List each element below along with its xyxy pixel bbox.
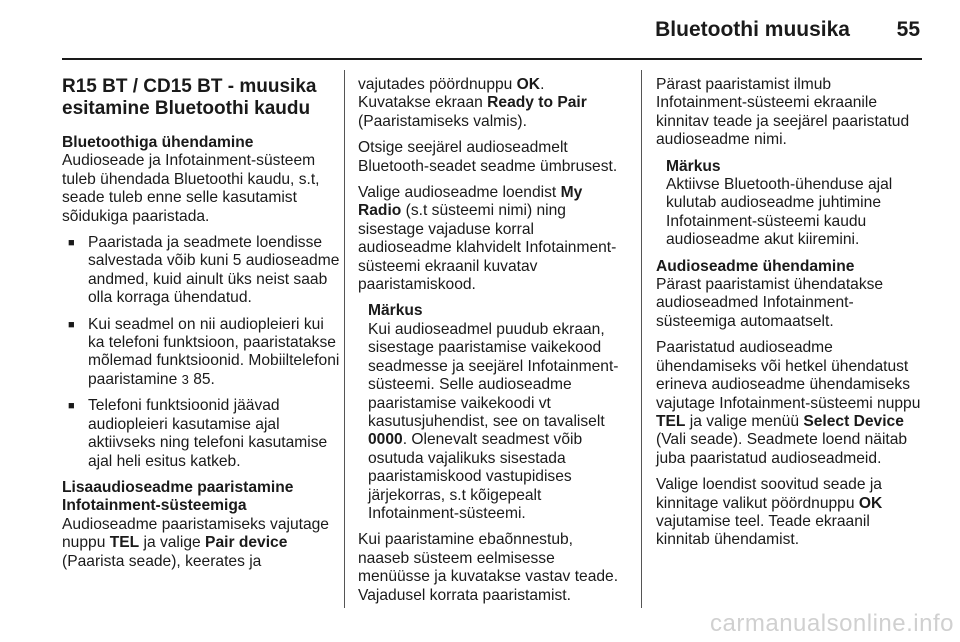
paragraph: Valige loendist soovitud seade ja kinnitage valikut pöördnuppu OK vajutamise teel. Teade ekraanil kinnitab ühendamist. xyxy=(656,476,883,549)
page-number: 55 xyxy=(896,18,920,41)
column-3 xyxy=(656,76,926,558)
note-text: Kui audioseadmel puudub ekraan, sisestage paaristamise vaikekood seadmesse ja seejärel Infotainment-süsteemi. Selle audioseadme paaristamise vaikekoodi vt kasutusjuhendist, see on tavaliselt 0000. Olenevalt seadmest võib osutuda vajalikuks sisestada paaristamiskood vastupidises järjekorras, s.t kõigepealt Infotainment-süsteemi. xyxy=(368,320,619,522)
bullet-list xyxy=(62,234,340,471)
note-title: Märkus xyxy=(368,302,423,320)
page-ref-icon[interactable]: 3 xyxy=(181,371,189,387)
button-name-ok: OK xyxy=(516,76,541,93)
button-name-tel: TEL xyxy=(109,534,140,552)
list-item: ■ Paaristada ja seadmete loendisse salvestada võib kuni 5 audioseadme andmed, kuid ainult üks neist saab olla korraga ühendatud. xyxy=(62,234,340,308)
note-text: Aktiivse Bluetooth-ühenduse ajal kulutab audioseadme juhtimine Infotainment-süsteemi kaudu audioseadme akut kiiremini. xyxy=(666,176,893,249)
subheading-bluetooth-connect: Bluetoothiga ühendamine xyxy=(62,134,254,151)
screen-name-ready-to-pair: Ready to Pair xyxy=(487,94,587,112)
note-title: Märkus xyxy=(666,157,721,175)
column-divider-1 xyxy=(344,70,345,608)
subheading-connecting: Audioseadme ühendamine xyxy=(656,257,855,275)
paragraph: vajutades pöördnuppu OK. Kuvatakse ekraan Ready to Pair (Paaristamiseks valmis). xyxy=(358,76,587,130)
menu-name-select-device: Select Device xyxy=(803,412,904,430)
paragraph: Pärast paaristamist ilmub Infotainment-süsteemi ekraanile kinnitav teade ja seejärel paaristatud audioseadme nimi. xyxy=(656,76,910,149)
column-2 xyxy=(358,76,628,613)
watermark: carmanualsonline.info xyxy=(710,610,954,637)
paragraph: Pärast paaristamist ühendatakse audioseadmed Infotainment-süsteemiga automaatselt. xyxy=(656,276,884,330)
default-code: 0000 xyxy=(368,431,403,449)
list-item: ■ Telefoni funktsioonid jäävad audiopleieri kasutamise ajal aktiivseks ning telefoni kasutamise ajal heli esitus katkeb. xyxy=(62,397,340,471)
list-item-text: Kui seadmel on nii audiopleieri kui ka telefoni funktsioon, paaristatakse mõlemad funktsioonid. Mobiiltelefoni paaristamine xyxy=(88,315,340,388)
button-name-tel: TEL xyxy=(656,412,686,430)
header-divider xyxy=(62,58,922,60)
menu-name-pair-device: Pair device xyxy=(205,534,288,552)
paragraph: Paaristatud audioseadme ühendamiseks või hetkel ühendatust erineva audioseadme ühendamiseks vajutage Infotainment-süsteemi nuppu TEL ja valige menüü Select Device (Vali seade). Seadmete loend näitab juba paaristatud audioseadmeid. xyxy=(656,339,921,467)
paragraph: Valige audioseadme loendist My Radio (s.t süsteemi nimi) ning sisestage vajaduse korral audioseadme klahvidelt Infotainment-süsteemi ekraanil kuvatav paaristamiskood. xyxy=(358,184,617,294)
paragraph: Audioseadme paaristamiseks vajutage nuppu TEL ja valige Pair device (Paarista seade), keerates ja xyxy=(62,515,329,570)
column-divider-2 xyxy=(641,70,642,608)
note-box xyxy=(666,158,926,250)
note-box xyxy=(368,302,628,523)
column-1 xyxy=(62,76,340,579)
menu-name-my-radio: My Radio xyxy=(358,184,583,220)
paragraph: Audioseade ja Infotainment-süsteem tuleb ühendada Bluetoothi kaudu, s.t, seade tuleb enne selle kasutamist sõidukiga paaristada. xyxy=(62,152,320,225)
button-name-ok: OK xyxy=(858,494,883,512)
page-ref[interactable]: 85. xyxy=(193,370,215,388)
paragraph: Otsige seejärel audioseadmelt Bluetooth-seadet seadme ümbrusest. xyxy=(358,139,618,175)
list-item xyxy=(62,316,340,390)
page-header xyxy=(0,0,960,50)
section-title: R15 BT / CD15 BT - muusika esitamine Bluetoothi kaudu xyxy=(62,76,317,119)
subheading-pairing: Lisaaudioseadme paaristamine Infotainment-süsteemiga xyxy=(62,478,294,515)
page-title: Bluetoothi muusika xyxy=(655,18,850,41)
paragraph: Kui paaristamine ebaõnnestub, naaseb süsteem eelmisesse menüüsse ja kuvatakse vastav teade. Vajadusel korrata paaristamist. xyxy=(358,531,619,604)
